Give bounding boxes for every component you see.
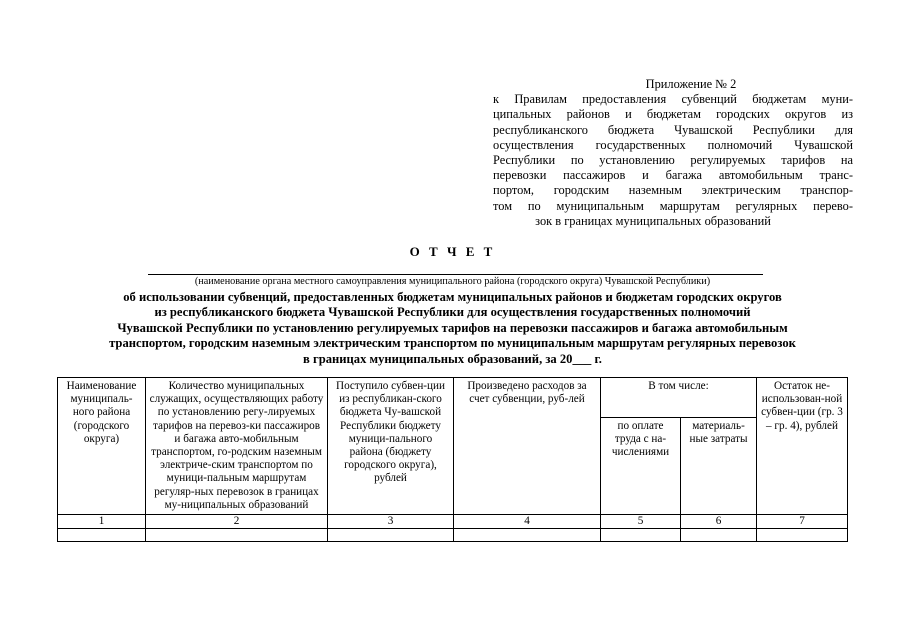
column-number: 3: [328, 515, 454, 529]
appendix-block: [493, 77, 853, 229]
column-number: 1: [58, 515, 146, 529]
column-number: 7: [757, 515, 848, 529]
column-numbers-row: [58, 515, 848, 529]
subtitle-line: в границах муниципальных образований, за 20___ г.: [303, 351, 602, 366]
empty-cell: [601, 529, 681, 542]
header-labor-costs: по оплате труда с на-числениями: [601, 417, 681, 514]
empty-data-row: [58, 529, 848, 542]
header-unused-balance: Остаток не-использован-ной субвен-ции (гр. 3 – гр. 4), рублей: [757, 378, 848, 515]
appendix-line: осуществления государственных полномочий Чувашской: [493, 137, 853, 152]
org-name-caption: (наименование органа местного самоуправления муниципального района (городского округа) Чувашской Республики): [194, 276, 711, 287]
report-table: [57, 377, 848, 542]
org-name-fill-line: [148, 274, 763, 275]
column-number: 4: [454, 515, 601, 529]
appendix-line: зок в границах муниципальных образований: [535, 213, 771, 228]
appendix-line: к Правилам предоставления субвенций бюджетам муни-: [493, 92, 853, 107]
empty-cell: [681, 529, 757, 542]
report-title: О Т Ч Е Т: [409, 244, 496, 259]
header-subvention-received: Поступило субвен-ции из республикан-ского бюджета Чу-вашской Республики бюджету муници-пального района (бюджету городского округа), рублей: [328, 378, 454, 515]
subtitle-line: об использовании субвенций, предоставленных бюджетам муниципальных районов и бюджетам городских округов: [123, 290, 782, 304]
appendix-line: республиканского бюджета Чувашской Республики для: [493, 122, 853, 137]
empty-cell: [58, 529, 146, 542]
appendix-line: том по муниципальным маршрутам регулярных перево-: [493, 198, 853, 213]
appendix-line: Республики по установлению регулируемых тарифов на: [493, 153, 853, 168]
subtitle-line: Чувашской Республики по установлению регулируемых тарифов на перевозки пассажиров и багажа автомобильным: [117, 320, 788, 335]
column-number: 6: [681, 515, 757, 529]
appendix-line: перевозки пассажиров и багажа автомобильным транс-: [493, 168, 853, 183]
appendix-title: Приложение № 2: [645, 77, 737, 91]
appendix-line: ципальных районов и бюджетам городских округов из: [493, 107, 853, 122]
empty-cell: [757, 529, 848, 542]
column-number: 2: [146, 515, 328, 529]
empty-cell: [454, 529, 601, 542]
column-number: 5: [601, 515, 681, 529]
header-employees-count: Количество муниципальных служащих, осуществляющих работу по установлению регу-лируемых тарифов на перевоз-ки пассажиров и багажа авто-мобильным транспортом, го-родским наземным электриче-ским транспортом по муници-пальным маршрутам регуляр-ных перевозок в границах му-ниципальных образований: [146, 378, 328, 515]
subtitle-line: транспортом, городским наземным электрическим транспортом по муниципальным маршрутам регулярных перевозок: [109, 336, 796, 351]
report-subtitle: [0, 290, 905, 367]
appendix-line: портом, городским наземным электрическим транспор-: [493, 183, 853, 198]
header-municipality: Наименование муниципаль-ного района (городского округа): [58, 378, 146, 515]
empty-cell: [146, 529, 328, 542]
header-including-group: В том числе:: [601, 378, 757, 418]
empty-cell: [328, 529, 454, 542]
header-expenses: Произведено расходов за счет субвенции, руб-лей: [454, 378, 601, 515]
subtitle-line: из республиканского бюджета Чувашской Республики для осуществления государственных полномочий: [154, 305, 751, 320]
header-material-costs: материаль-ные затраты: [681, 417, 757, 514]
